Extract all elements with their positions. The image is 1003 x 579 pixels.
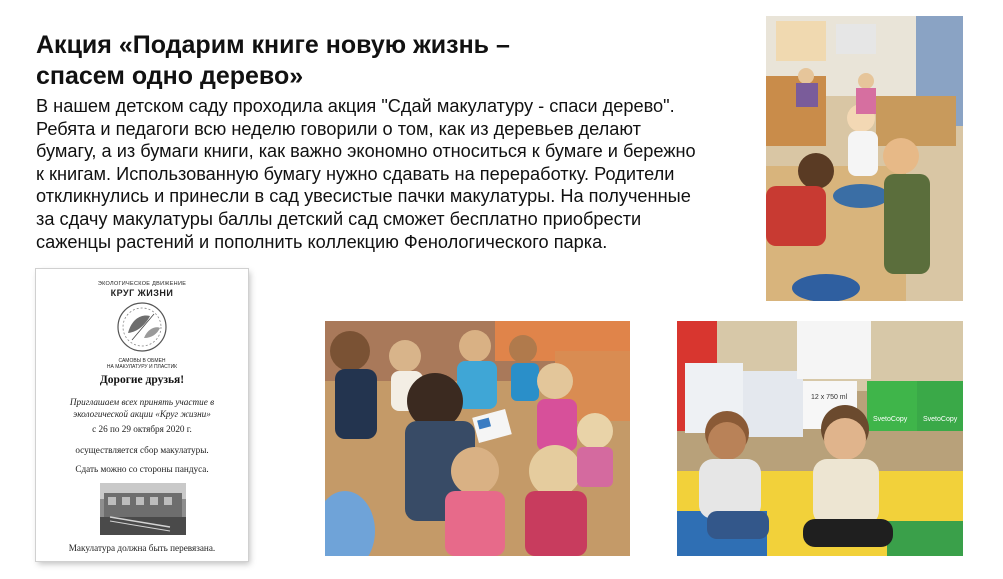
box-brand-label-1: SvetoCopy xyxy=(873,416,908,423)
poster-invitation xyxy=(36,269,248,561)
poster-org-name: КРУГ ЖИЗНИ xyxy=(110,288,174,298)
poster-where: Сдать можно со стороны пандуса. xyxy=(75,464,209,474)
body-line: Ребята и педагоги всю неделю говорили о том, как из деревьев делают xyxy=(36,118,641,139)
poster-logo-caption-1: САМОВЫ В ОБМЕН xyxy=(118,358,166,364)
poster-dates: с 26 по 29 октября 2020 г. xyxy=(92,424,192,434)
slide-body-text xyxy=(36,95,766,253)
body-line: откликнулись и принесли в сад увесистые пачки макулатуры. На полученные xyxy=(36,186,691,207)
box-brand-label-2: SvetoCopy xyxy=(923,416,958,423)
slide-title-line-2: спасем одно дерево» xyxy=(36,62,304,90)
poster-building-photo xyxy=(100,483,186,535)
photo-children-at-table xyxy=(766,16,963,301)
poster-footer-note: Макулатура должна быть перевязана. xyxy=(68,543,216,553)
slide-title-line-1: Акция «Подарим книге новую жизнь – xyxy=(36,31,510,59)
photo-children-with-book xyxy=(325,321,630,556)
circle-of-life-logo-icon xyxy=(112,300,172,354)
poster-invite-line-1: Приглашаем всех принять участие в xyxy=(69,397,215,407)
slide-title xyxy=(36,30,736,92)
body-line: бумагу, а из бумаги книги, как важно экономно относиться к бумаге и бережно xyxy=(36,141,696,162)
box-size-label: 12 x 750 ml xyxy=(811,394,848,401)
poster-greeting: Дорогие друзья! xyxy=(99,374,185,386)
photo-children-with-book-image xyxy=(325,321,630,556)
poster-logo-caption-2: НА МАКУЛАТУРУ И ПЛАСТИК xyxy=(106,364,178,370)
photo-children-at-table-image xyxy=(766,16,963,301)
poster-collection: осуществляется сбор макулатуры. xyxy=(75,445,209,455)
photo-boys-with-paper-image xyxy=(677,321,963,556)
body-line: к книгам. Использованную бумагу нужно сдавать на переработку. Родители xyxy=(36,163,675,184)
body-line: за сдачу макулатуры баллы детский сад сможет бесплатно приобрести xyxy=(36,208,642,229)
poster-org-small: ЭКОЛОГИЧЕСКОЕ ДВИЖЕНИЕ xyxy=(97,281,187,287)
body-line: В нашем детском саду проходила акция "Сдай макулатуру - спаси дерево". xyxy=(36,96,675,116)
poster-invite-line-2: экологической акции «Круг жизни» xyxy=(73,409,211,419)
body-line: саженцы растений и пополнить коллекцию Фенологического парка. xyxy=(36,231,608,252)
photo-boys-with-paper xyxy=(677,321,963,556)
